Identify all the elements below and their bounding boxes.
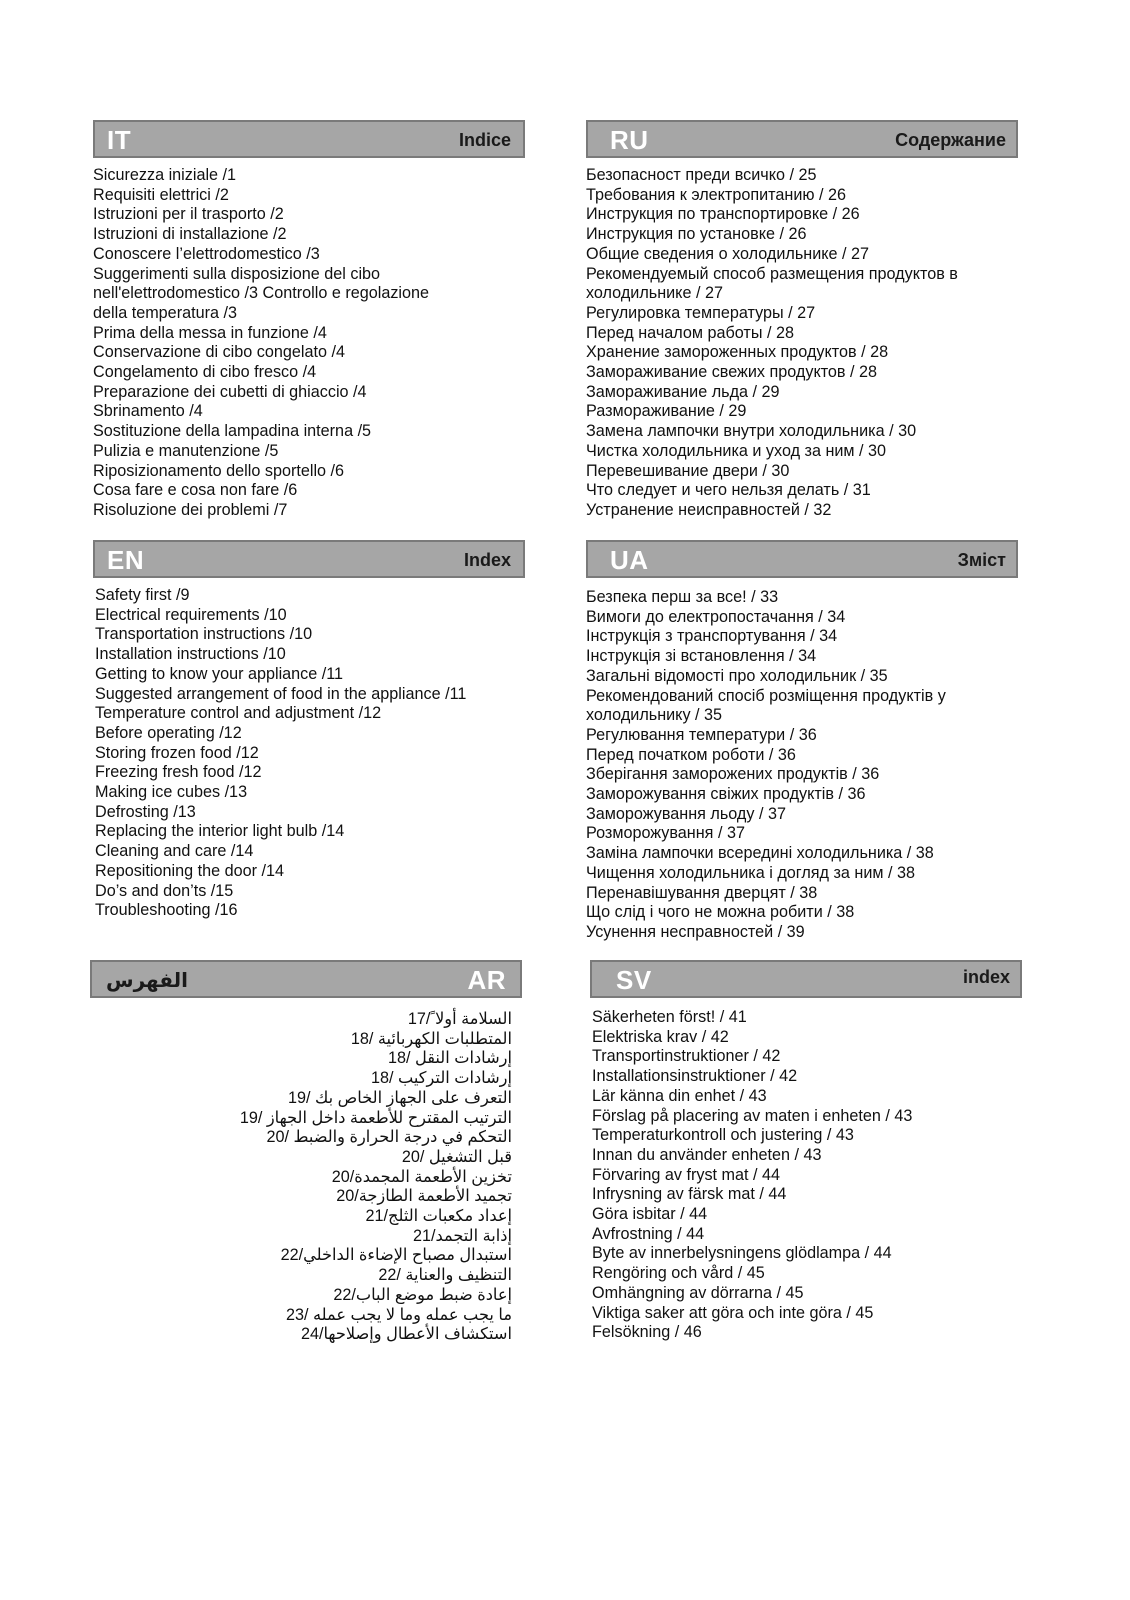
toc-entry: Felsökning / 46 [592,1323,702,1342]
section-title-ar: الفهرس [106,970,189,992]
toc-entry: Рекомендуемый способ размещения продуктов в [586,264,958,283]
toc-entry: Do’s and don’ts /15 [95,881,234,900]
toc-entry: Rengöring och vård / 45 [592,1264,765,1283]
toc-entry: Инструкция по установке / 26 [586,225,807,244]
toc-entry: Требования к электропитанию / 26 [586,185,847,204]
toc-entry: التحكم في درجة الحرارة والضبط /20 [266,1128,512,1147]
toc-entry: Хранение замороженных продуктов / 28 [586,343,889,362]
language-code-ru: RU [610,125,649,155]
toc-entry: Istruzioni per il trasporto /2 [93,205,284,224]
toc-list-ua [586,588,1018,943]
toc-entry: Säkerheten först! / 41 [592,1008,747,1026]
toc-entry: Cleaning and care /14 [95,842,254,861]
toc-entry: Preparazione dei cubetti di ghiaccio /4 [93,382,367,401]
toc-entry: Göra isbitar / 44 [592,1205,708,1224]
toc-entry: Storing frozen food /12 [95,743,259,762]
toc-entry: Transportinstruktioner / 42 [592,1047,781,1066]
toc-entry: Förslag på placering av maten i enheten / 43 [592,1106,913,1125]
toc-entry: Замена лампочки внутри холодильника / 30 [586,422,917,441]
toc-entry: Replacing the interior light bulb /14 [95,822,345,841]
section-en [93,540,525,921]
toc-entry: холодильнике / 27 [586,284,723,303]
toc-entry: Omhängning av dörrarna / 45 [592,1283,804,1302]
toc-entry: Risoluzione dei problemi /7 [93,500,288,519]
toc-entry: إرشادات التركيب /18 [371,1069,512,1088]
toc-entry: تخزين الأطعمة المجمدة/20 [331,1167,512,1186]
toc-entry: Общие сведения о холодильнике / 27 [586,244,870,263]
toc-entry: Перед началом работы / 28 [586,323,794,342]
toc-entry: Cosa fare e cosa non fare /6 [93,481,298,500]
toc-entry: Усунення несправностей / 39 [586,922,805,941]
toc-entry: Repositioning the door /14 [95,861,284,880]
toc-entry: Temperaturkontroll och justering / 43 [592,1126,854,1145]
section-header-ar [90,960,522,998]
toc-entry: Заморожування свіжих продуктів / 36 [586,785,866,804]
language-code-it: IT [107,125,132,155]
toc-entry: Innan du använder enheten / 43 [592,1145,822,1164]
toc-entry: Інструкція зі встановлення / 34 [586,647,817,666]
toc-entry: Transportation instructions /10 [95,625,313,644]
toc-entry: Регулировка температуры / 27 [586,303,816,322]
toc-list-ru [586,166,1018,521]
toc-entry: المتطلبات الكهربائية /18 [350,1029,512,1048]
toc-entry: холодильнику / 35 [586,706,723,725]
section-sv [590,960,1022,1343]
toc-entry: Elektriska krav / 42 [592,1027,729,1046]
toc-entry: Чищення холодильника і догляд за ним / 38 [586,863,916,882]
toc-entry: Pulizia e manutenzione /5 [93,441,279,460]
toc-entry: Suggerimenti sulla disposizione del cibo [93,264,381,283]
toc-entry: Перевешивание двери / 30 [586,461,790,480]
toc-list-sv [592,1008,1022,1343]
toc-entry: Что следует и чего нельзя делать / 31 [586,481,871,500]
toc-entry: Freezing fresh food /12 [95,763,262,782]
section-ua [586,540,1018,943]
toc-entry: Before operating /12 [95,723,242,742]
toc-entry: Заміна лампочки всередині холодильника / 38 [586,844,934,863]
section-header-en [93,540,525,578]
toc-entry: Electrical requirements /10 [95,605,287,624]
toc-entry: Suggested arrangement of food in the appliance /11 [95,684,467,703]
toc-entry: إعادة ضبط موضع الباب/22 [333,1285,512,1304]
toc-list-it [93,166,525,521]
toc-entry: della temperatura /3 [93,303,237,322]
toc-entry: Requisiti elettrici /2 [93,185,229,204]
toc-entry: Инструкция по транспортировке / 26 [586,205,860,224]
toc-entry: Що слід і чого не можна робити / 38 [586,903,855,922]
section-title-en: Index [463,550,511,570]
toc-entry: إعداد مكعبات الثلج/21 [365,1207,512,1226]
toc-entry: Зберігання заморожених продуктів / 36 [586,765,880,784]
toc-entry: Sbrinamento /4 [93,402,203,421]
toc-entry: الترتيب المقترح للأطعمة داخل الجهاز /19 [239,1108,512,1127]
language-code-sv: SV [616,965,652,995]
section-it [93,120,525,521]
toc-entry: Byte av innerbelysningens glödlampa / 44 [592,1244,892,1263]
toc-entry: Defrosting /13 [95,802,196,821]
toc-entry: إذابة التجمد/21 [412,1226,512,1245]
toc-entry: Installation instructions /10 [95,645,286,664]
toc-entry: Congelamento di cibo fresco /4 [93,363,317,382]
toc-entry: Замораживание льда / 29 [586,382,780,401]
toc-list-ar [90,1010,512,1345]
toc-entry: Making ice cubes /13 [95,783,248,802]
toc-entry: Sicurezza iniziale /1 [93,166,237,184]
toc-entry: Installationsinstruktioner / 42 [592,1067,798,1086]
section-title-it: Indice [458,130,511,150]
toc-entry: Розморожування / 37 [586,824,745,843]
section-header-it [93,120,525,158]
toc-entry: Вимоги до електропостачання / 34 [586,607,846,626]
toc-entry: Förvaring av fryst mat / 44 [592,1165,781,1184]
toc-entry: Безопасност преди всичко / 25 [586,166,817,184]
toc-entry: nell'elettrodomestico /3 Controllo e regolazione [93,284,430,303]
toc-entry: Замораживание свежих продуктов / 28 [586,363,878,382]
toc-entry: Загальні відомості про холодильник / 35 [586,666,888,685]
toc-entry: Інструкція з транспортування / 34 [586,627,838,646]
toc-entry: Viktiga saker att göra och inte göra / 45 [592,1303,874,1322]
section-header-ua [586,540,1018,578]
toc-entry: Перенавішування дверцят / 38 [586,883,818,902]
toc-entry: استبدال مصباح الإضاءة الداخلي/22 [280,1246,512,1265]
toc-entry: Чистка холодильника и уход за ним / 30 [586,441,887,460]
toc-entry: Размораживание / 29 [586,402,747,421]
toc-entry: إرشادات النقل /18 [387,1049,512,1068]
toc-entry: Sostituzione della lampadina interna /5 [93,422,372,441]
toc-list-en [95,586,525,921]
toc-entry: Riposizionamento dello sportello /6 [93,461,345,480]
toc-entry: التنظيف والعناية /22 [378,1266,512,1285]
section-ar [90,960,522,1345]
section-header-ru [586,120,1018,158]
section-header-sv [590,960,1022,998]
toc-entry: ما يجب عمله وما لا يجب عمله /23 [285,1305,512,1324]
toc-entry: Conoscere l’elettrodomestico /3 [93,244,320,263]
toc-entry: Устранение неисправностей / 32 [586,500,832,519]
toc-entry: قبل التشغيل /20 [401,1147,512,1166]
toc-entry: Safety first /9 [95,586,190,604]
section-title-sv: index [962,967,1010,987]
section-ru [586,120,1018,521]
toc-entry: Avfrostning / 44 [592,1224,705,1243]
toc-entry: Temperature control and adjustment /12 [95,704,382,723]
toc-entry: استكشاف الأعطال وإصلاحها/24 [300,1325,512,1344]
section-title-ua: Зміст [957,550,1006,570]
toc-entry: Troubleshooting /16 [95,901,238,920]
toc-entry: Перед початком роботи / 36 [586,745,796,764]
toc-entry: Рекомендований спосіб розміщення продуктів у [586,686,946,705]
language-code-en: EN [107,545,145,575]
toc-entry: السلامة أولا ً/17 [407,1010,512,1028]
section-title-ru: Содержание [895,130,1006,150]
toc-entry: Lär känna din enhet / 43 [592,1086,767,1105]
toc-entry: Istruzioni di installazione /2 [93,225,287,244]
language-code-ua: UA [610,545,649,575]
toc-entry: Getting to know your appliance /11 [95,664,344,683]
toc-entry: Prima della messa in funzione /4 [93,323,327,342]
language-code-ar: AR [467,965,506,995]
toc-entry: التعرف على الجهاز الخاص بك /19 [288,1088,512,1107]
toc-entry: Заморожування льоду / 37 [586,804,786,823]
toc-entry: تجميد الأطعمة الطازجة/20 [336,1187,512,1206]
toc-entry: Безпека перш за все! / 33 [586,588,779,606]
toc-entry: Регулювання температури / 36 [586,725,817,744]
toc-entry: Infrysning av färsk mat / 44 [592,1185,787,1204]
toc-entry: Conservazione di cibo congelato /4 [93,343,345,362]
